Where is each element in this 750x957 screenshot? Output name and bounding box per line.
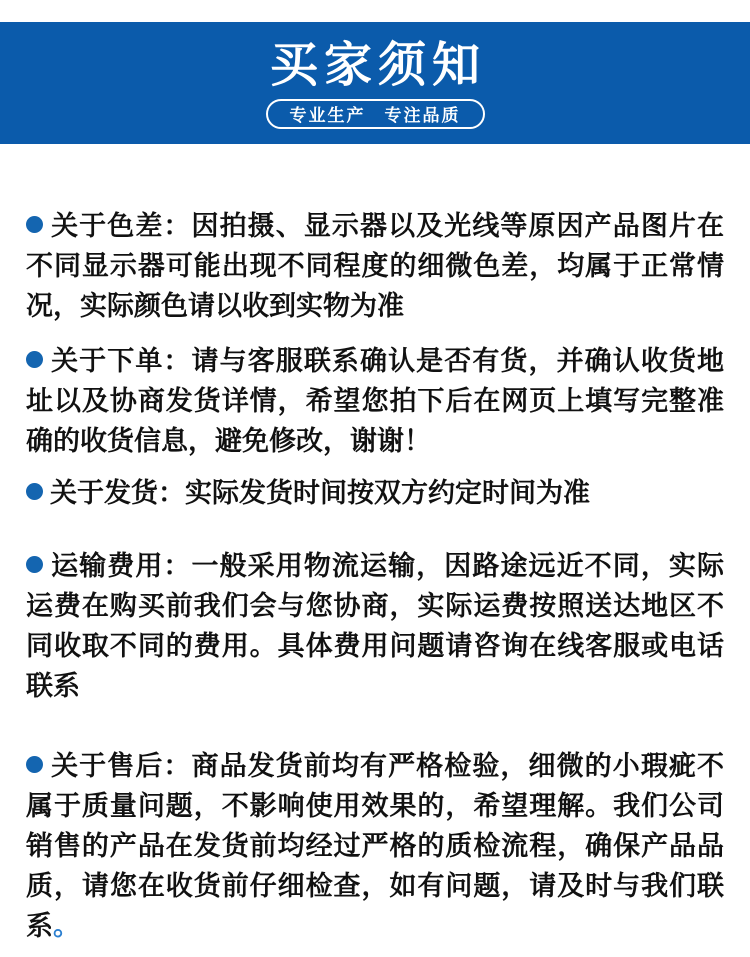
notice-label: 关于发货： <box>50 478 185 508</box>
notice-item-shipping <box>26 473 724 513</box>
notice-label: 关于色差： <box>50 211 192 241</box>
notice-label: 运输费用： <box>50 551 192 581</box>
page-title: 买家须知 <box>269 38 486 92</box>
bullet-icon <box>26 351 43 368</box>
notice-list <box>0 206 750 946</box>
notice-item-ordering <box>26 341 724 461</box>
header-badge <box>266 99 485 129</box>
bullet-icon <box>26 756 43 773</box>
notice-text: 实际发货时间按双方约定时间为准 <box>185 478 590 508</box>
notice-suffix: 。 <box>53 911 80 941</box>
notice-text: 商品发货前均有严格检验，细微的小瑕疵不属于质量问题，不影响使用效果的，希望理解。我们公司销售的产品在发货前均经过严格的质检流程，确保产品品质，请您在收货前仔细检查，如有问题，请及时与我们联系 <box>26 751 724 941</box>
notice-text: 请与客服联系确认是否有货，并确认收货地址以及协商发货详情，希望您拍下后在网页上填写完整准确的收货信息，避免修改，谢谢！ <box>26 346 724 456</box>
buyer-notice-page <box>0 22 750 957</box>
notice-text: 因拍摄、显示器以及光线等原因产品图片在不同显示器可能出现不同程度的细微色差，均属于正常情况，实际颜色请以收到实物为准 <box>26 211 724 321</box>
header-banner <box>0 22 750 144</box>
notice-item-after-sales <box>26 746 724 946</box>
notice-text: 一般采用物流运输，因路途远近不同，实际运费在购买前我们会与您协商，实际运费按照送达地区不同收取不同的费用。具体费用问题请咨询在线客服或电话联系 <box>26 551 724 701</box>
header-badge-text: 专业生产 专注品质 <box>289 106 461 125</box>
notice-item-color-difference <box>26 206 724 326</box>
notice-label: 关于售后： <box>50 751 192 781</box>
bullet-icon <box>26 483 43 500</box>
notice-item-freight <box>26 546 724 706</box>
bullet-icon <box>26 216 43 233</box>
notice-label: 关于下单： <box>50 346 192 376</box>
bullet-icon <box>26 556 43 573</box>
